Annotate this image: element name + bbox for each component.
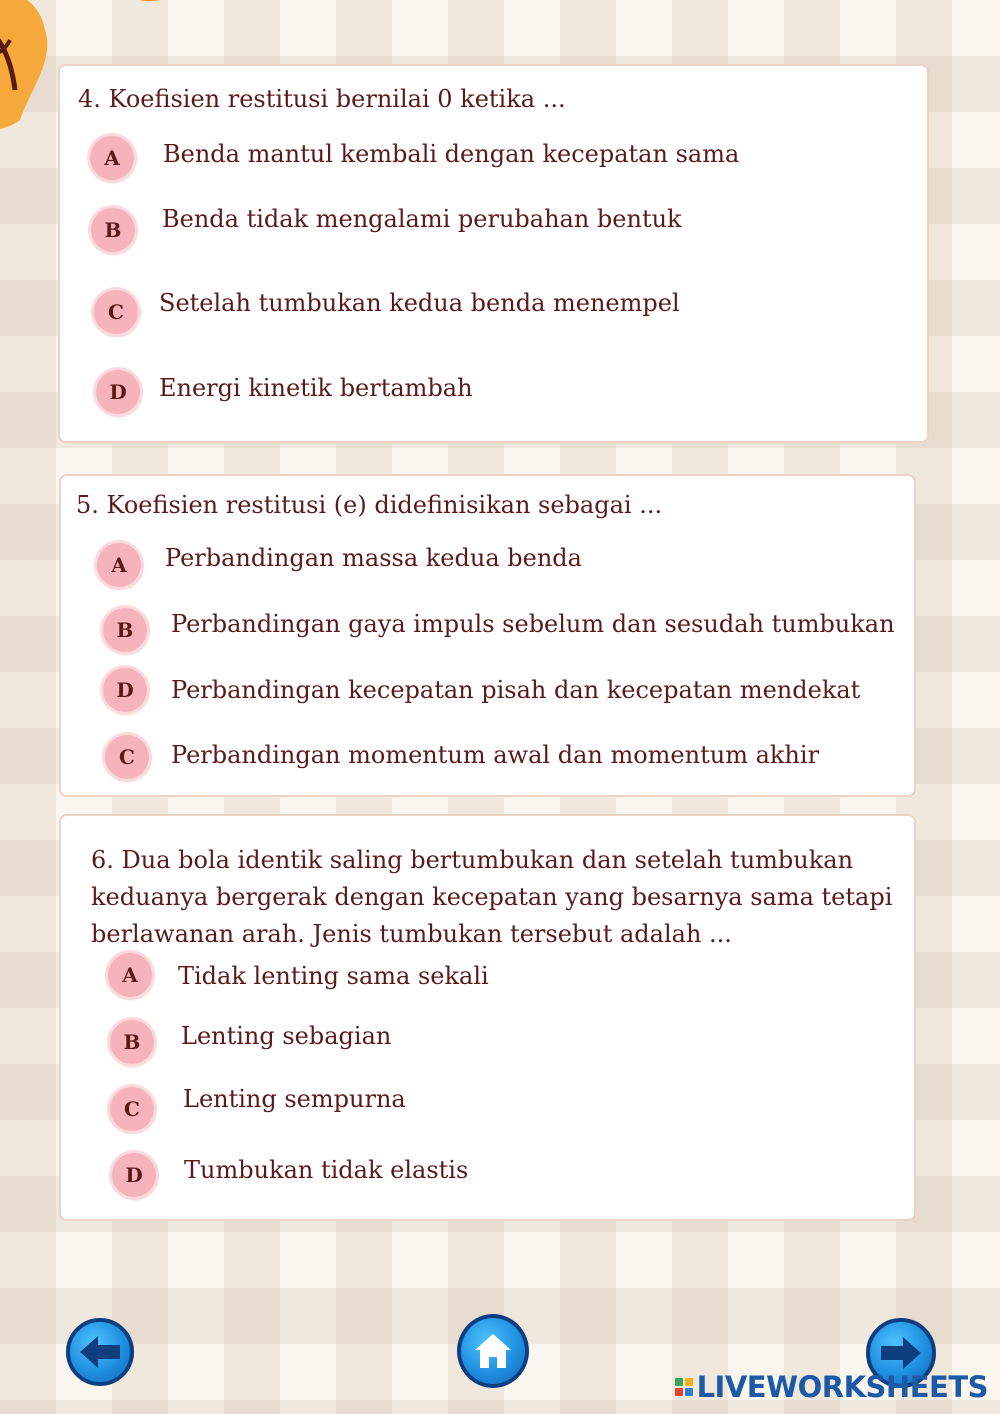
option-badge[interactable]: C: [94, 290, 138, 334]
arrow-right-icon: [879, 1335, 923, 1371]
question-5-text: 5. Koefisien restitusi (e) didefinisikan sebagai ...: [76, 491, 663, 519]
option-badge[interactable]: A: [90, 136, 134, 180]
option-5b[interactable]: [103, 608, 895, 652]
option-6b[interactable]: [110, 1020, 391, 1064]
option-badge[interactable]: D: [112, 1153, 156, 1197]
liveworksheets-logo: [675, 1370, 988, 1404]
option-text[interactable]: Energi kinetik bertambah: [159, 374, 473, 402]
option-5a[interactable]: [97, 543, 582, 587]
option-text[interactable]: Lenting sempurna: [183, 1085, 406, 1113]
home-icon: [473, 1332, 513, 1370]
option-4d[interactable]: [96, 370, 473, 414]
option-text[interactable]: Tumbukan tidak elastis: [184, 1156, 469, 1184]
logo-text: LIVEWORKSHEETS: [696, 1370, 988, 1404]
option-text[interactable]: Perbandingan momentum awal dan momentum akhir: [171, 741, 820, 769]
option-text[interactable]: Benda tidak mengalami perubahan bentuk: [162, 205, 682, 233]
option-text[interactable]: Benda mantul kembali dengan kecepatan sama: [163, 140, 740, 168]
option-6a[interactable]: [108, 953, 489, 997]
logo-grid-icon: [675, 1378, 693, 1396]
option-badge[interactable]: D: [96, 370, 140, 414]
option-badge[interactable]: C: [105, 735, 149, 779]
option-badge[interactable]: D: [103, 668, 147, 712]
option-4b[interactable]: [91, 205, 682, 252]
option-5d[interactable]: [105, 735, 819, 779]
option-text[interactable]: Perbandingan gaya impuls sebelum dan sesudah tumbukan: [171, 610, 895, 638]
option-6c[interactable]: [110, 1087, 406, 1131]
question-4-text: 4. Koefisien restitusi bernilai 0 ketika ...: [78, 85, 566, 113]
question-6-text: 6. Dua bola identik saling bertumbukan dan setelah tumbukan keduanya bergerak dengan kecepatan yang besarnya sama tetapi berlawanan arah. Jenis tumbukan tersebut adalah ...: [91, 846, 893, 948]
home-button[interactable]: [457, 1314, 529, 1388]
option-badge[interactable]: B: [103, 608, 147, 652]
option-text[interactable]: Perbandingan massa kedua benda: [165, 544, 582, 572]
option-4c[interactable]: [94, 290, 680, 334]
option-badge[interactable]: B: [110, 1020, 154, 1064]
option-badge[interactable]: B: [91, 208, 135, 252]
option-badge[interactable]: A: [108, 953, 152, 997]
option-badge[interactable]: A: [97, 543, 141, 587]
option-text[interactable]: Setelah tumbukan kedua benda menempel: [159, 289, 680, 317]
arrow-left-icon: [78, 1334, 122, 1370]
option-6d[interactable]: [112, 1153, 468, 1197]
option-4a[interactable]: [90, 136, 739, 180]
option-text[interactable]: Perbandingan kecepatan pisah dan kecepatan mendekat: [171, 676, 861, 704]
option-5c[interactable]: [103, 668, 860, 712]
option-text[interactable]: Lenting sebagian: [181, 1022, 392, 1050]
option-badge[interactable]: C: [110, 1087, 154, 1131]
back-button[interactable]: [66, 1318, 134, 1386]
option-text[interactable]: Tidak lenting sama sekali: [178, 962, 489, 990]
